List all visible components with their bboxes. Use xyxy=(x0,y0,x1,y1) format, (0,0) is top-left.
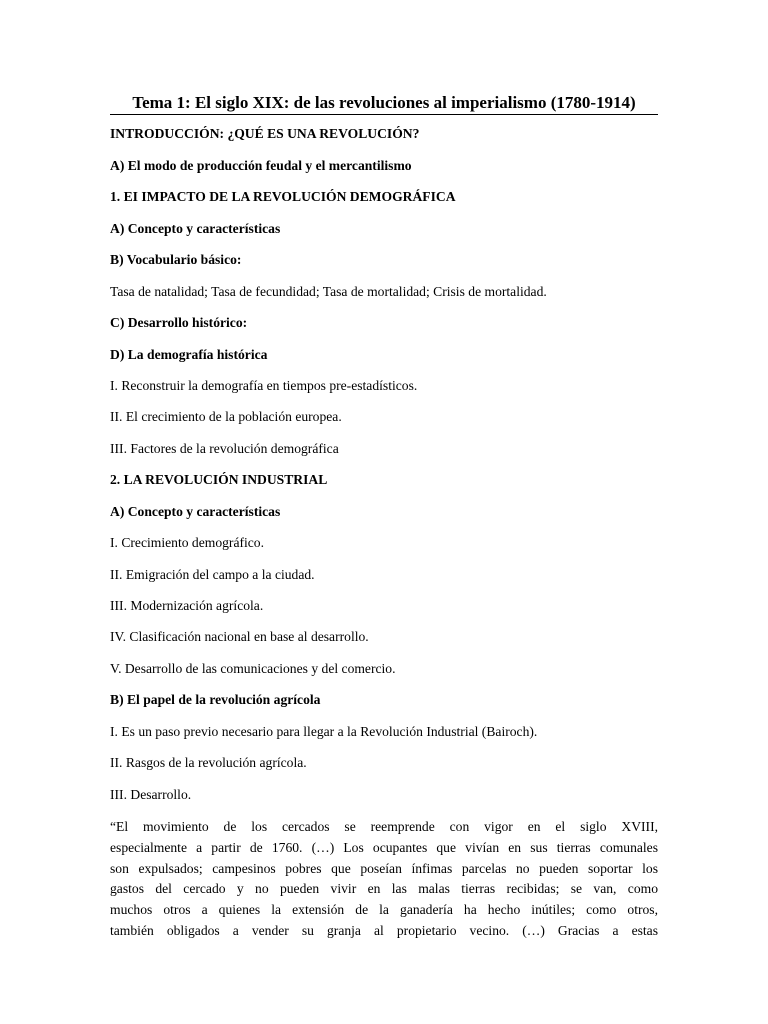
subheading-concepto-1: A) Concepto y características xyxy=(110,221,281,236)
list-item: II. Rasgos de la revolución agrícola. xyxy=(110,755,307,770)
subheading-demografia-historica: D) La demografía histórica xyxy=(110,347,268,362)
quote-line: muchos otros a quienes la extensión de la ganadería ha hecho inútiles; como otros, xyxy=(110,902,658,918)
quote-line: también obligados a vender su granja al propietario vecino. (…) Gracias a estas xyxy=(110,922,658,938)
subheading-modo-produccion: A) El modo de producción feudal y el mercantilismo xyxy=(110,158,412,173)
quote-line: “El movimiento de los cercados se reemprende con vigor en el siglo XVIII, xyxy=(110,819,658,834)
quote-paragraph xyxy=(110,817,658,942)
list-item: III. Desarrollo. xyxy=(110,787,192,802)
document-title: Tema 1: El siglo XIX: de las revoluciones al imperialismo (1780-1914) xyxy=(110,92,658,115)
list-item: I. Es un paso previo necesario para llegar a la Revolución Industrial (Bairoch). xyxy=(110,724,538,739)
quote-line: gastos del cercado y no pueden vivir en las malas tierras recibidas; se van, como xyxy=(110,881,658,897)
document-page xyxy=(110,0,658,1024)
list-item: I. Reconstruir la demografía en tiempos pre-estadísticos. xyxy=(110,378,418,393)
heading-revolucion-demografica: 1. EI IMPACTO DE LA REVOLUCIÓN DEMOGRÁFICA xyxy=(110,189,456,204)
heading-revolucion-industrial: 2. LA REVOLUCIÓN INDUSTRIAL xyxy=(110,472,328,487)
list-item: III. Factores de la revolución demográfica xyxy=(110,441,339,456)
subheading-revolucion-agricola: B) El papel de la revolución agrícola xyxy=(110,692,321,707)
subheading-desarrollo-historico: C) Desarrollo histórico: xyxy=(110,315,248,330)
paragraph-tasas: Tasa de natalidad; Tasa de fecundidad; Tasa de mortalidad; Crisis de mortalidad. xyxy=(110,284,547,299)
list-item: I. Crecimiento demográfico. xyxy=(110,535,265,550)
list-item: V. Desarrollo de las comunicaciones y del comercio. xyxy=(110,661,396,676)
subheading-vocabulario: B) Vocabulario básico: xyxy=(110,252,242,267)
list-item: II. Emigración del campo a la ciudad. xyxy=(110,567,315,582)
quote-line: son expulsados; campesinos pobres que poseían ínfimas parcelas no pueden soportar los xyxy=(110,860,658,876)
heading-introduccion: INTRODUCCIÓN: ¿QUÉ ES UNA REVOLUCIÓN? xyxy=(110,126,420,141)
list-item: III. Modernización agrícola. xyxy=(110,598,264,613)
quote-line: especialmente a partir de 1760. (…) Los ocupantes que vivían en sus tierras comunales xyxy=(110,839,658,855)
list-item: IV. Clasificación nacional en base al desarrollo. xyxy=(110,629,369,644)
list-item: II. El crecimiento de la población europea. xyxy=(110,409,342,424)
subheading-concepto-2: A) Concepto y características xyxy=(110,504,281,519)
